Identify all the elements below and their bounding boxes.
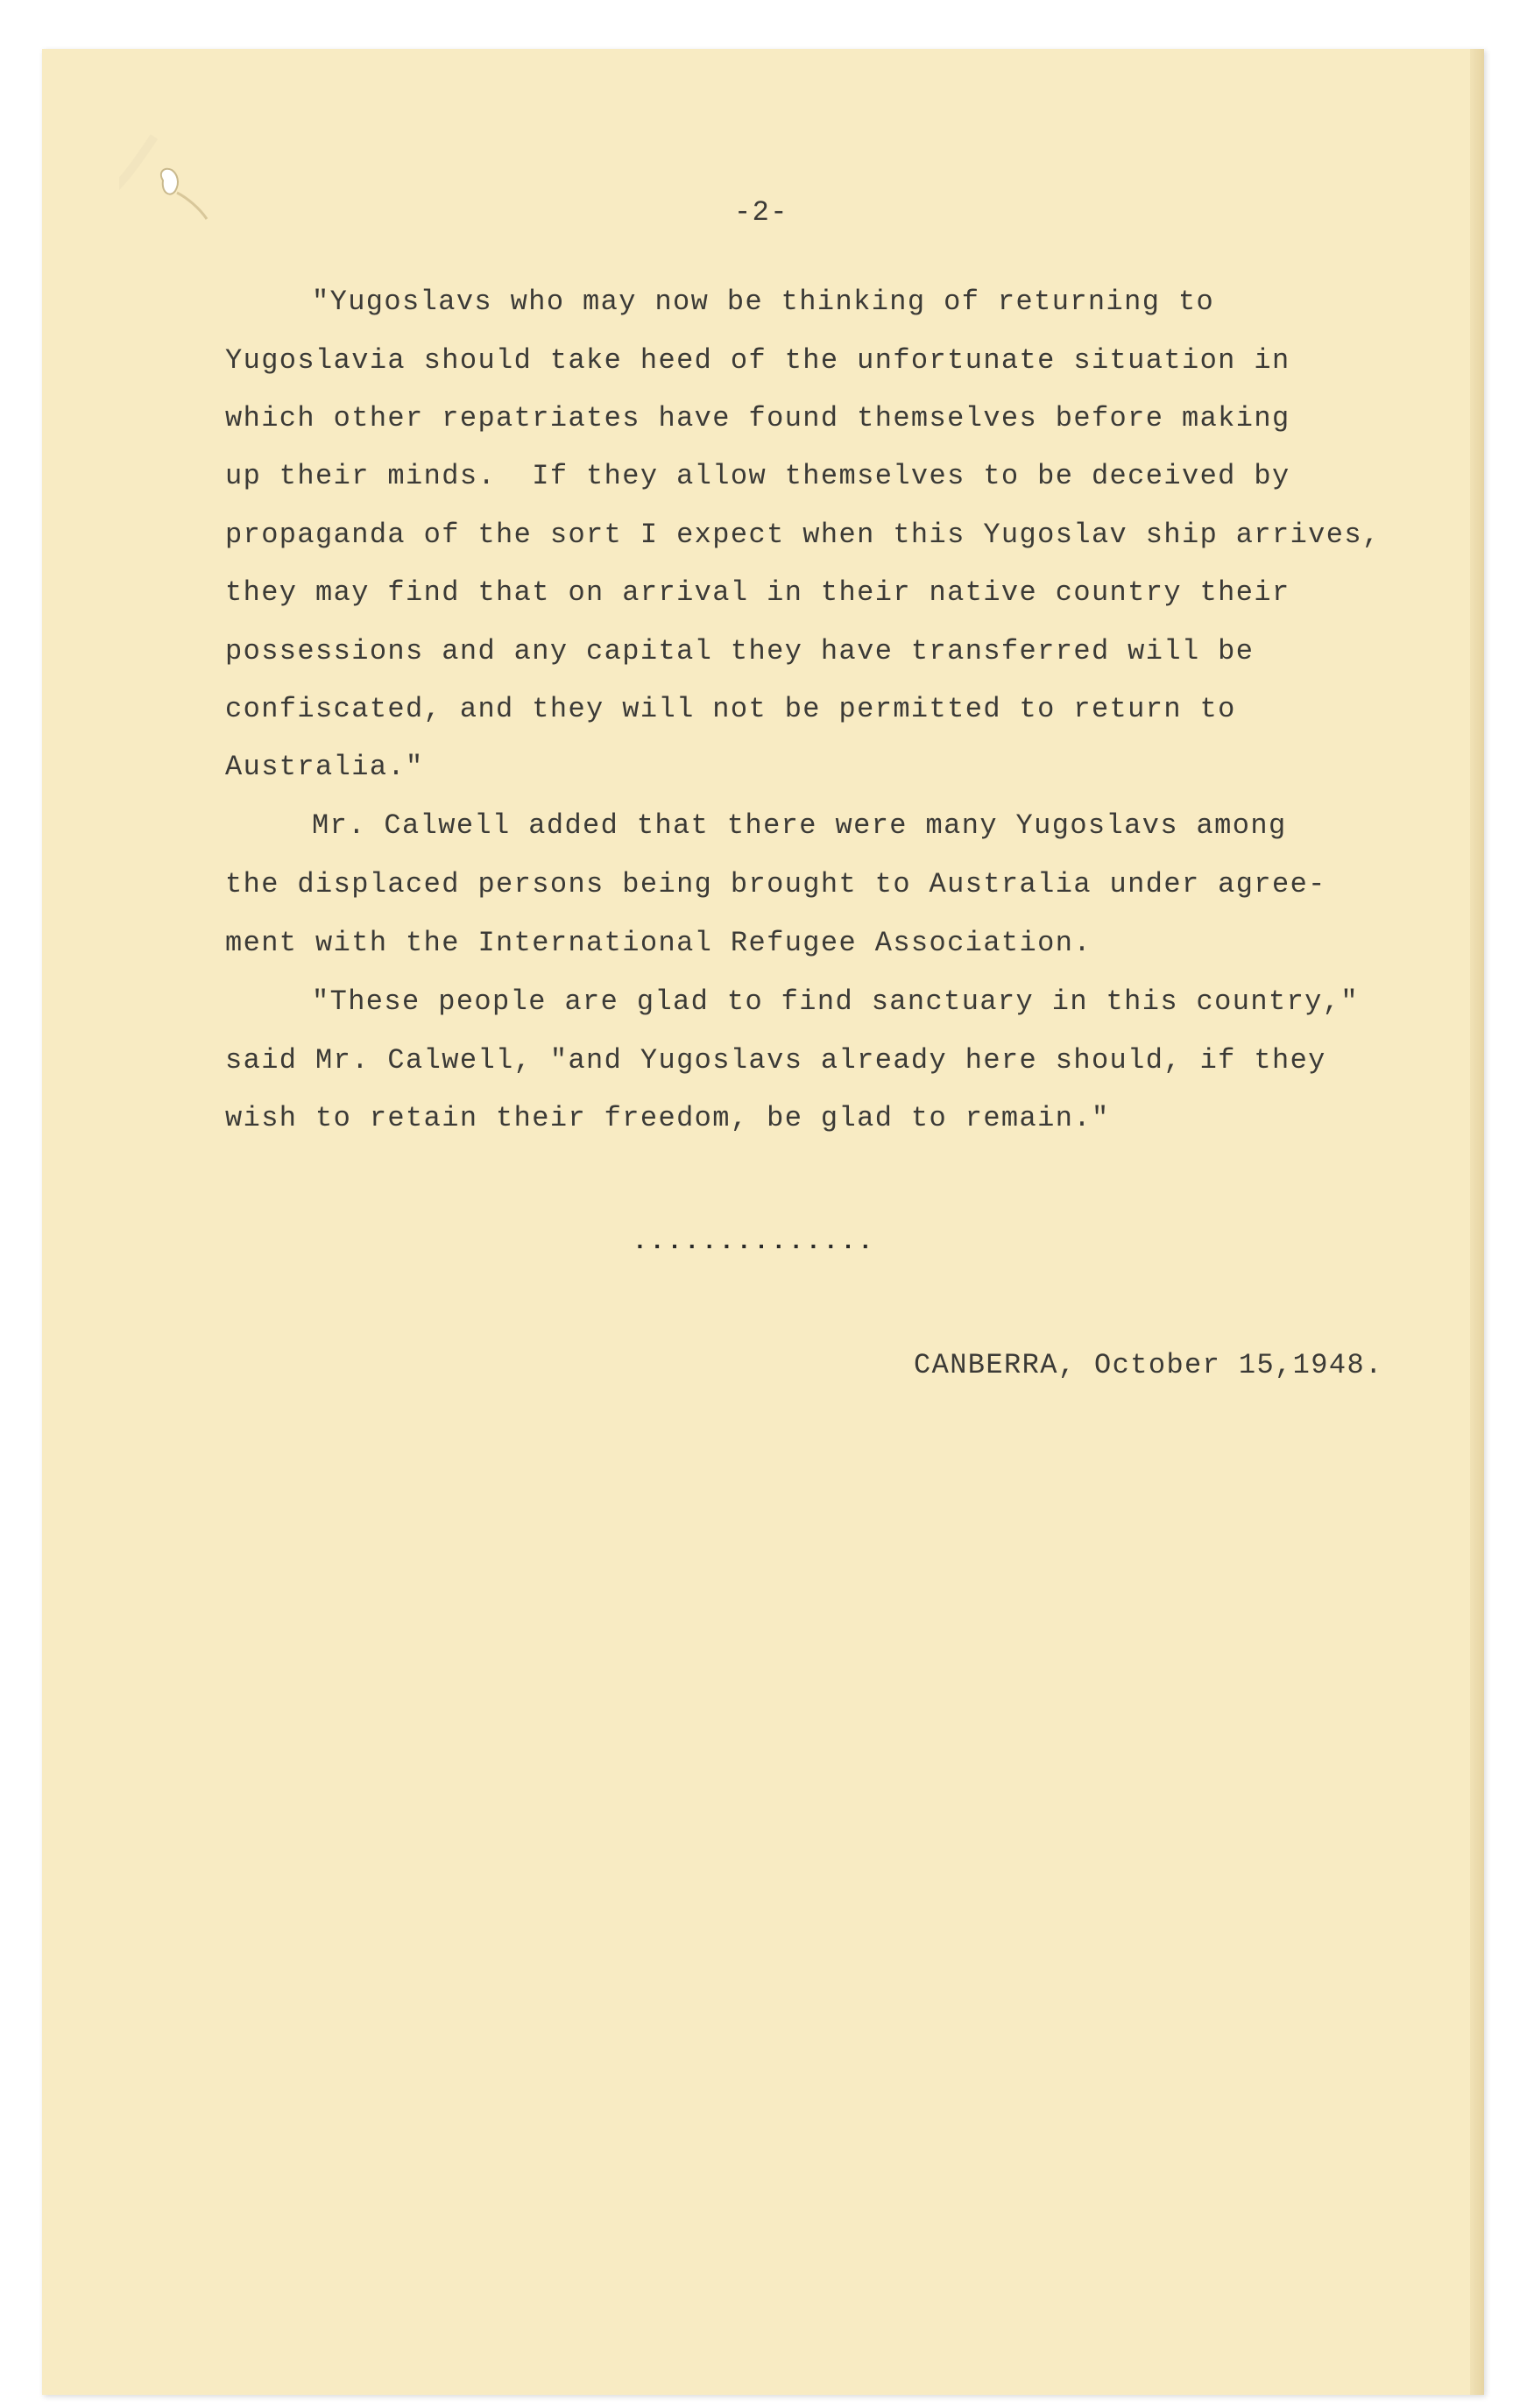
body-line: wish to retain their freedom, be glad to remain."	[225, 1102, 1110, 1134]
body-line: possessions and any capital they have transferred will be	[225, 635, 1255, 667]
body-line: said Mr. Calwell, "and Yugoslavs already here should, if they	[225, 1044, 1326, 1077]
body-line: up their minds. If they allow themselves to be deceived by	[225, 460, 1290, 492]
body-line: they may find that on arrival in their native country their	[225, 576, 1290, 609]
body-line: confiscated, and they will not be permitted to return to	[225, 693, 1236, 725]
body-line: Mr. Calwell added that there were many Yugoslavs among	[312, 809, 1287, 842]
staple-hole-icon	[119, 128, 233, 242]
page-number: -2-	[734, 196, 788, 229]
body-line: Yugoslavia should take heed of the unfortunate situation in	[225, 344, 1290, 377]
page-edge-shadow	[1470, 49, 1484, 2395]
dateline: CANBERRA, October 15,1948.	[914, 1349, 1383, 1381]
body-line: ment with the International Refugee Association.	[225, 927, 1092, 959]
body-line: propaganda of the sort I expect when this Yugoslav ship arrives,	[225, 519, 1381, 551]
body-line: which other repatriates have found themselves before making	[225, 402, 1290, 434]
body-line: "Yugoslavs who may now be thinking of returning to	[312, 286, 1215, 318]
body-line: the displaced persons being brought to Australia under agree-	[225, 868, 1326, 900]
separator-dots: ..............	[633, 1229, 876, 1256]
body-line: Australia."	[225, 751, 424, 783]
body-line: "These people are glad to find sanctuary in this country,"	[312, 985, 1359, 1018]
document-page	[42, 49, 1484, 2395]
